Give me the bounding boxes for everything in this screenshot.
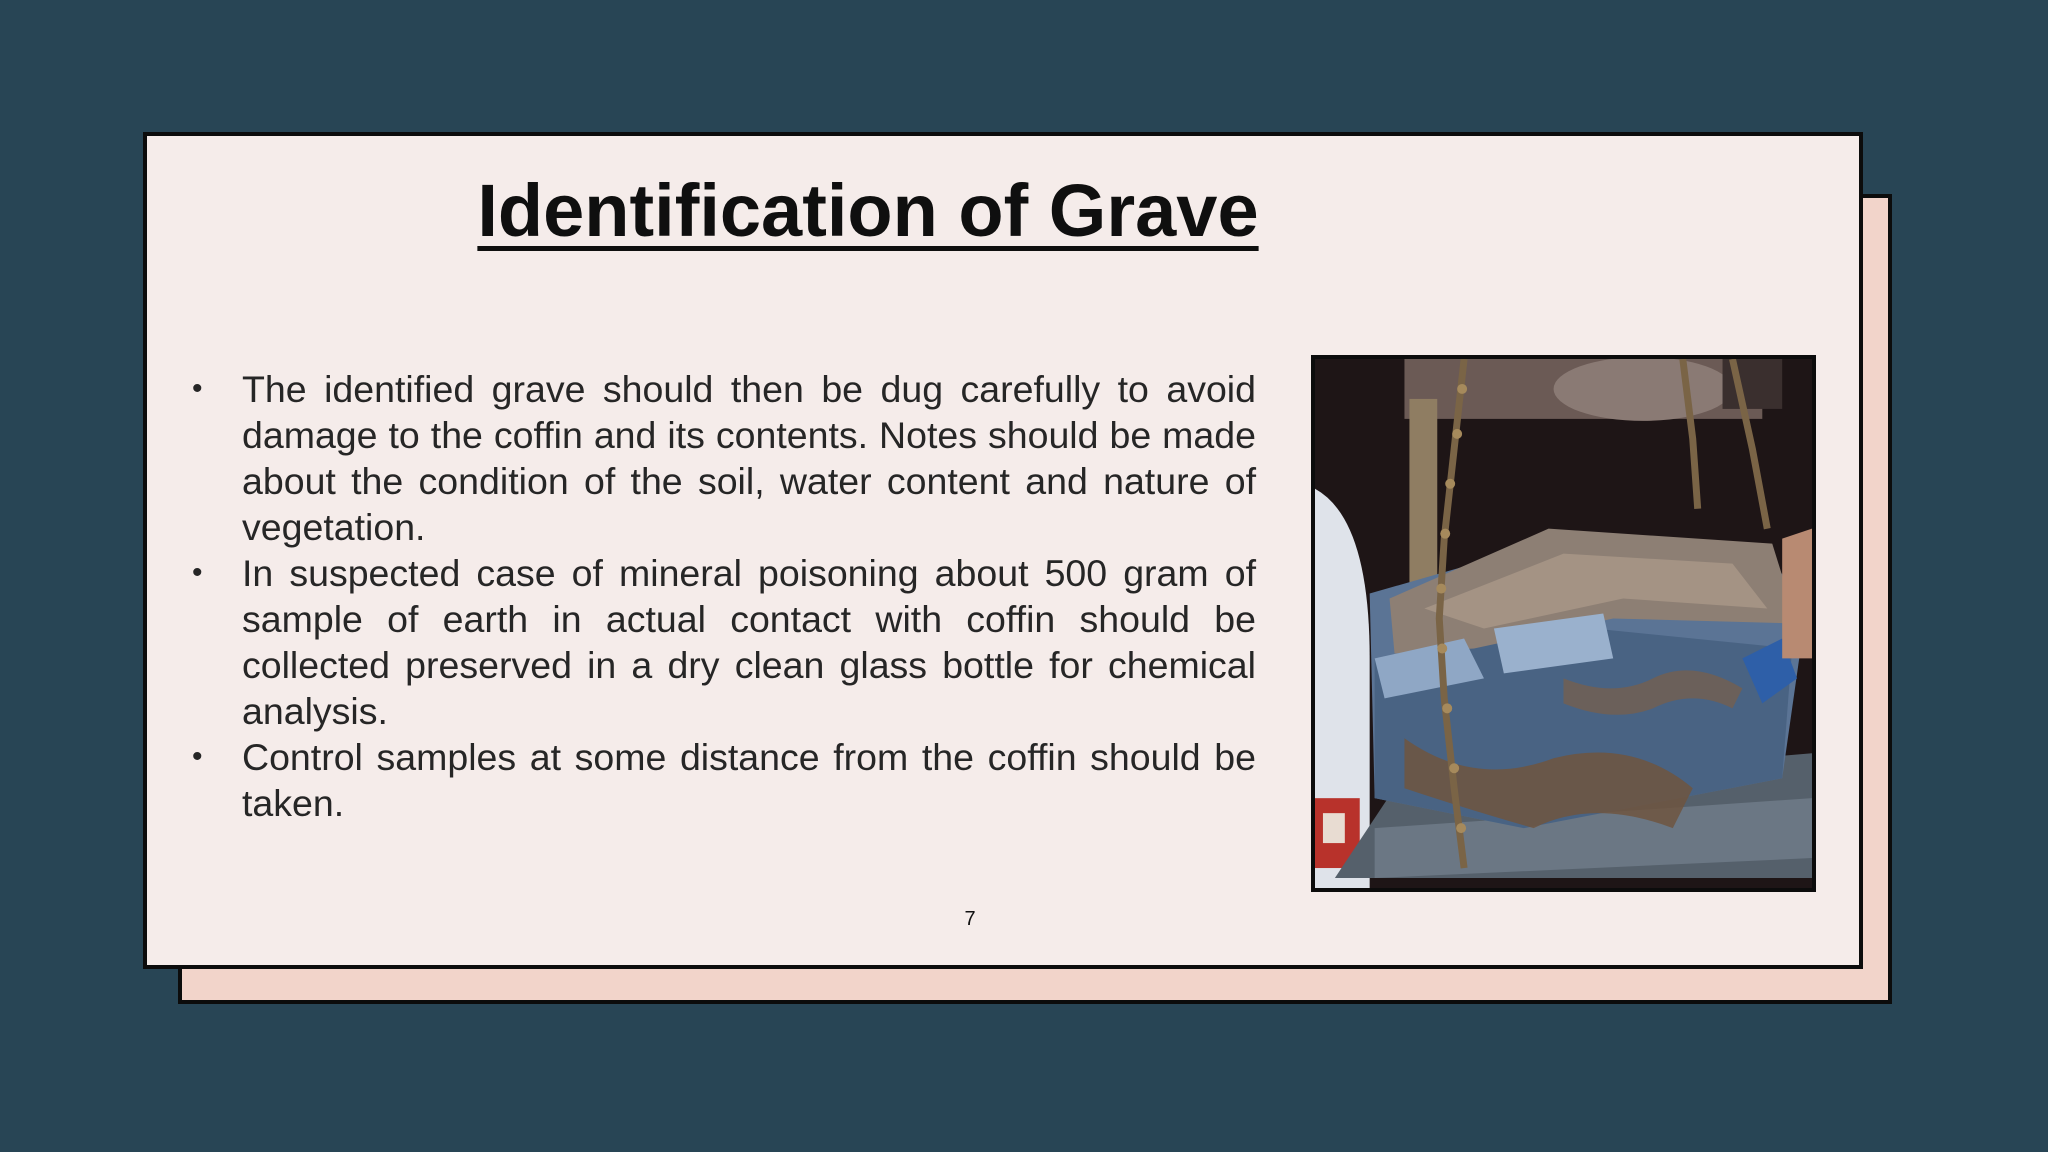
bullet-text: In suspected case of mineral poisoning about 500 gram of sample of earth in actual contact with coffin should be collected preserved in a dry clean glass bottle for chemical analysis.: [242, 552, 1256, 732]
coffin-photo: [1311, 355, 1816, 892]
bullet-text: The identified grave should then be dug carefully to avoid damage to the coffin and its contents. Notes should be made about the condition of the soil, water content and nature of vegetation.: [242, 368, 1256, 548]
bullet-text: Control samples at some distance from the coffin should be taken.: [242, 736, 1256, 824]
slide-title: Identification of Grave: [477, 169, 1259, 252]
bullet-icon: •: [192, 556, 203, 589]
bullet-item: [192, 734, 1256, 826]
bullet-icon: •: [192, 372, 203, 405]
bullet-item: [192, 550, 1256, 734]
bullet-icon: •: [192, 740, 203, 773]
bullet-list: [192, 366, 1256, 826]
coffin-illustration: [1315, 359, 1812, 888]
page-number: 7: [964, 908, 976, 930]
bullet-item: [192, 366, 1256, 550]
